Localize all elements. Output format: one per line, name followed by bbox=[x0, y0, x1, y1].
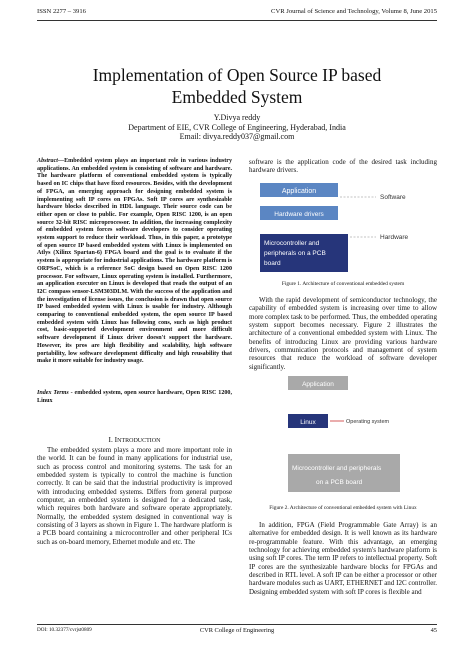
author-email: Email: divya.reddy037@gmail.com bbox=[179, 132, 295, 141]
footer-doi: DOI: 10.32377/cvrjst0809 bbox=[37, 627, 92, 633]
fig1-board-line-3: board bbox=[264, 260, 281, 267]
footer bbox=[37, 627, 437, 637]
fig2-os-label: Operating system bbox=[346, 419, 390, 425]
fig1-application-label: Application bbox=[281, 188, 317, 195]
fig1-hardware-label: Hardware bbox=[380, 234, 409, 241]
author-affiliation: Department of EIE, CVR College of Engineering, Hyderabad, India bbox=[128, 122, 346, 132]
issn: ISSN 2277 – 3916 bbox=[37, 8, 86, 15]
right-paragraph-3: In addition, FPGA (Field Programmable Gate Array) is an alternative for embedded design. It is well known as its hardware re-programmable feature. With this advantage, an emerging technology for achieving embedded system's hardware platform is using soft IP cores. The term IP refers to intellectual property. Soft IP cores are the synthesizable hardware blocks for FPGAs and described in RTL level. A soft IP can be either a processor or other hardware modules such as UART, ETHERNET and I2C controller. Designing embedded system with soft IP cores is flexible and bbox=[249, 521, 437, 596]
fig1-software-label: Software bbox=[380, 194, 406, 201]
fig2-board-box bbox=[288, 454, 400, 492]
title-line-1: Implementation of Open Source IP based bbox=[92, 65, 382, 85]
figure-1 bbox=[258, 179, 428, 277]
author-name: Y.Divya reddy bbox=[213, 113, 261, 122]
fig2-board-line-1: Microcontroller and peripherals bbox=[292, 465, 382, 472]
figure-1-caption: Figure 1. Architecture of conventional embedded system bbox=[281, 281, 405, 287]
introduction-paragraph: The embedded system plays a more and more important role in the world. It can be found in many applications for industrial use, such as process control and monitoring systems. The task for an embedded system is typically to control the machine is function correctly. It can be said that the industrial productivity is improved with introducing embedded systems. Differs from general purpose computer, an embedded system is designed for a dedicated task, which requires both hardware and software operate appropriately. Normally, the embedded system designed in conventional way is consisting of 3 layers as shown in Figure 1. The hardware platform is a PCB board containing a microcontroller and other peripheral ICs such as on-board memory, Ethernet module and etc. The bbox=[37, 446, 232, 546]
abstract bbox=[37, 158, 232, 366]
page-number: 45 bbox=[430, 627, 437, 634]
index-terms-text: - embedded system, open source hardware, Open RISC 1200, Linux bbox=[37, 390, 232, 404]
title-line-2: Embedded System bbox=[171, 87, 303, 107]
fig1-board-line-1: Microcontroller and bbox=[264, 240, 320, 247]
journal-name: CVR Journal of Science and Technology, Volume 8, June 2015 bbox=[271, 8, 437, 15]
section-title-rest: NTRODUCTION bbox=[117, 438, 161, 444]
right-intro-paragraph: software is the application code of the desired task including hardware drivers. bbox=[249, 158, 437, 175]
header-rule bbox=[37, 20, 437, 21]
fig2-app-label: Application bbox=[302, 381, 334, 388]
index-terms bbox=[37, 390, 232, 405]
figure-2-caption: Figure 2. Architecture of conventional embedded system with Linux bbox=[269, 505, 417, 511]
abstract-label: Abstract bbox=[37, 158, 58, 164]
fig1-drivers-label: Hardware drivers bbox=[274, 211, 324, 218]
figure-2 bbox=[288, 372, 438, 502]
paper-title bbox=[0, 64, 474, 108]
abstract-text: —Embedded system plays an important role in various industry applications. An embedded system is consisting of software and hardware. The hardware platform of conventional embedded system is typically based on IC chips that have fixed resources. Besides, with the development of FPGA, an emerging approach for designing embedded system is implementing soft IP cores on FPGAs. Soft IP cores are synthesizable hardware blocks described in HDL language. Their source code can be either open or close to public. For example, Open RISC 1200, is an open source 32-bit RISC microprocessor. In addition, the increasing complexity of embedded system forces software developers to consider operating system support to reduce their workload. Thus, in this paper, a prototype of open source IP based embedded system with Linux is implemented on Atlys (Xilinx Spartan-6) FPGA board and the goal is to evaluate if the system is appropriate for industrial applications. The hardware platform is ORPSoC, which is a reference SoC design based on Open RISC 1200 processor. For software, Linux operating system is installed. Furthermore, an application executer on Linux is developed that reads the output of an I2C compass sensor-LSM303DLM. With the success of the application and the investigation of license issues, the conclusion is drawn that open source IP based embedded system with Linux is usable for industry. Although comparing to conventional embedded system, the open source IP based embedded system with Linux has following cons, such as high product cost, basic-supported development environment and more difficult software development if Linux driver doesn't support the hardware. However, its pros are high flexibility and scalability, high software portability, low software development difficulty and high reusability that make it more suitable for industry usage. bbox=[37, 158, 232, 365]
footer-college: CVR College of Engineering bbox=[199, 627, 275, 634]
right-paragraph-2: With the rapid development of semiconductor technology, the capability of embedded system is increasing over time to allow more complex task to be performed. Thus, the embedded operating system support becomes necessary. Figure 2 illustrates the architecture of a conventional embedded system with Linux. The benefits of introducing Linux are providing various hardware drivers, communication protocols and management of system resources that reduce the workload of software developer significantly. bbox=[249, 296, 437, 371]
author-block bbox=[0, 113, 474, 142]
fig2-board-line-2: on a PCB board bbox=[316, 479, 363, 486]
section-number: I. bbox=[108, 435, 113, 444]
section-title-initial: I bbox=[114, 435, 118, 444]
footer-rule bbox=[37, 624, 437, 625]
fig2-linux-label: Linux bbox=[300, 419, 316, 426]
running-header bbox=[37, 8, 437, 20]
section-heading bbox=[37, 435, 232, 444]
fig1-board-line-2: peripherals on a PCB bbox=[264, 250, 326, 257]
index-terms-label: Index Terms bbox=[37, 390, 69, 396]
